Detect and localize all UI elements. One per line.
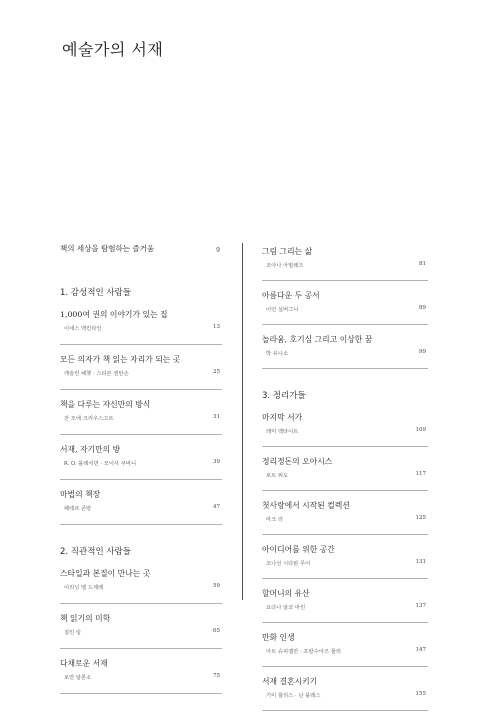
- entry-author: 박 유니소: [266, 351, 289, 357]
- entry-title: 첫사랑에서 시작된 컬렉션: [262, 501, 350, 510]
- entry-title: 모든 의자가 책 읽는 자리가 되는 곳: [60, 355, 181, 364]
- toc-intro-entry[interactable]: [60, 243, 222, 263]
- entry-author: 조나선 시다판 무어: [266, 561, 311, 567]
- entry-page-number: 99: [419, 349, 426, 355]
- entry-author: 이언 실버그니: [266, 307, 299, 313]
- toc-entry[interactable]: [60, 655, 222, 694]
- toc-entry[interactable]: [262, 409, 428, 447]
- entry-author: 잔 모에 크리우스고르: [64, 416, 114, 422]
- entry-author: 기미 할리스 · 난 블레스: [266, 693, 321, 699]
- toc-entry[interactable]: [262, 541, 428, 579]
- entry-page-number: 131: [415, 559, 426, 565]
- entry-title: 서재 결혼시키기: [262, 677, 318, 686]
- entry-page-number: 109: [415, 427, 426, 433]
- entry-title: 정리정돈의 오아시스: [262, 457, 333, 466]
- entry-author: 이네스 맥킨타인: [64, 326, 102, 332]
- toc-entry[interactable]: [262, 497, 428, 535]
- entry-title: 아이디어를 위한 공간: [262, 545, 335, 554]
- entry-author: 로트 위도: [266, 473, 289, 479]
- section-title: 1. 감성적인 사람들: [60, 288, 131, 298]
- toc-entry[interactable]: [262, 243, 428, 281]
- toc-entry[interactable]: [60, 396, 222, 435]
- entry-author: 아트 슈피겔만 · 프랑수아즈 물리: [266, 649, 341, 655]
- entry-page-number: 75: [213, 673, 220, 679]
- toc-entry[interactable]: [262, 287, 428, 325]
- entry-title: 놀라움, 호기심 그리고 이상한 꿈: [262, 335, 373, 344]
- toc-entry[interactable]: [60, 306, 222, 345]
- entry-title: 마지막 서가: [262, 413, 303, 422]
- entry-author: 레미 맥타이트: [266, 429, 299, 435]
- entry-title: 만화 인생: [262, 633, 295, 642]
- toc-entry[interactable]: [262, 673, 428, 711]
- toc-entry[interactable]: [262, 331, 428, 369]
- toc-entry[interactable]: [262, 585, 428, 623]
- entry-title: 다채로운 서재: [60, 659, 108, 668]
- entry-author: 캐슬린 헤쳇 · 스티븐 엔탄손: [64, 371, 129, 377]
- toc-right-column: [262, 243, 428, 717]
- entry-title: 서재, 자기만의 방: [60, 445, 121, 454]
- entry-title: 할머니의 유산: [262, 589, 310, 598]
- entry-title: 아름다운 두 공서: [262, 291, 320, 300]
- entry-page-number: 125: [415, 515, 426, 521]
- page-title: 예술가의 서재: [62, 40, 164, 59]
- entry-title: 1,000여 권의 이야기가 있는 집: [60, 310, 168, 319]
- entry-title: 그림 그리는 삶: [262, 247, 313, 256]
- section-title: 3. 정리가들: [262, 391, 306, 401]
- toc-entry[interactable]: [262, 629, 428, 667]
- column-divider: [242, 243, 243, 600]
- intro-page-number: 9: [216, 247, 220, 254]
- entry-page-number: 117: [415, 471, 426, 477]
- entry-author: 페테르 콘랑: [64, 506, 92, 512]
- toc-left-column: [60, 243, 222, 700]
- toc-entry[interactable]: [60, 610, 222, 649]
- entry-title: 마법의 책장: [60, 490, 101, 499]
- entry-page-number: 65: [213, 628, 220, 634]
- entry-page-number: 137: [415, 603, 426, 609]
- entry-page-number: 89: [419, 305, 426, 311]
- entry-title: 책 읽기의 미학: [60, 614, 111, 623]
- entry-page-number: 47: [213, 504, 220, 510]
- entry-author: 로만 알론소: [64, 675, 92, 681]
- section-title: 2. 직관적인 사람들: [60, 547, 131, 557]
- entry-title: 책을 다루는 자신만의 방식: [60, 400, 151, 409]
- entry-title: 스타일과 본질이 만나는 곳: [60, 569, 151, 578]
- toc-entry[interactable]: [60, 351, 222, 390]
- toc-entry[interactable]: [262, 453, 428, 491]
- entry-author: 이리닝 엘 드제레: [64, 585, 104, 591]
- entry-author: 요다나 알코 마린: [266, 605, 306, 611]
- toc-entry[interactable]: [60, 565, 222, 604]
- entry-page-number: 59: [213, 583, 220, 589]
- entry-author: 조아나 아빌레즈: [266, 263, 304, 269]
- entry-page-number: 147: [415, 647, 426, 653]
- entry-page-number: 155: [415, 691, 426, 697]
- toc-entry[interactable]: [60, 486, 222, 525]
- entry-author: 질린 링: [64, 630, 82, 636]
- toc-entry[interactable]: [60, 441, 222, 480]
- entry-author: R. O. 블레치먼 · 모이사 쿠바니: [64, 461, 137, 467]
- entry-page-number: 13: [213, 324, 220, 330]
- entry-page-number: 81: [419, 261, 426, 267]
- entry-page-number: 31: [213, 414, 220, 420]
- intro-title: 책의 세상을 탐험하는 즐거움: [60, 244, 155, 253]
- entry-author: 마크 리: [266, 517, 284, 523]
- entry-page-number: 39: [213, 459, 220, 465]
- entry-page-number: 25: [213, 369, 220, 375]
